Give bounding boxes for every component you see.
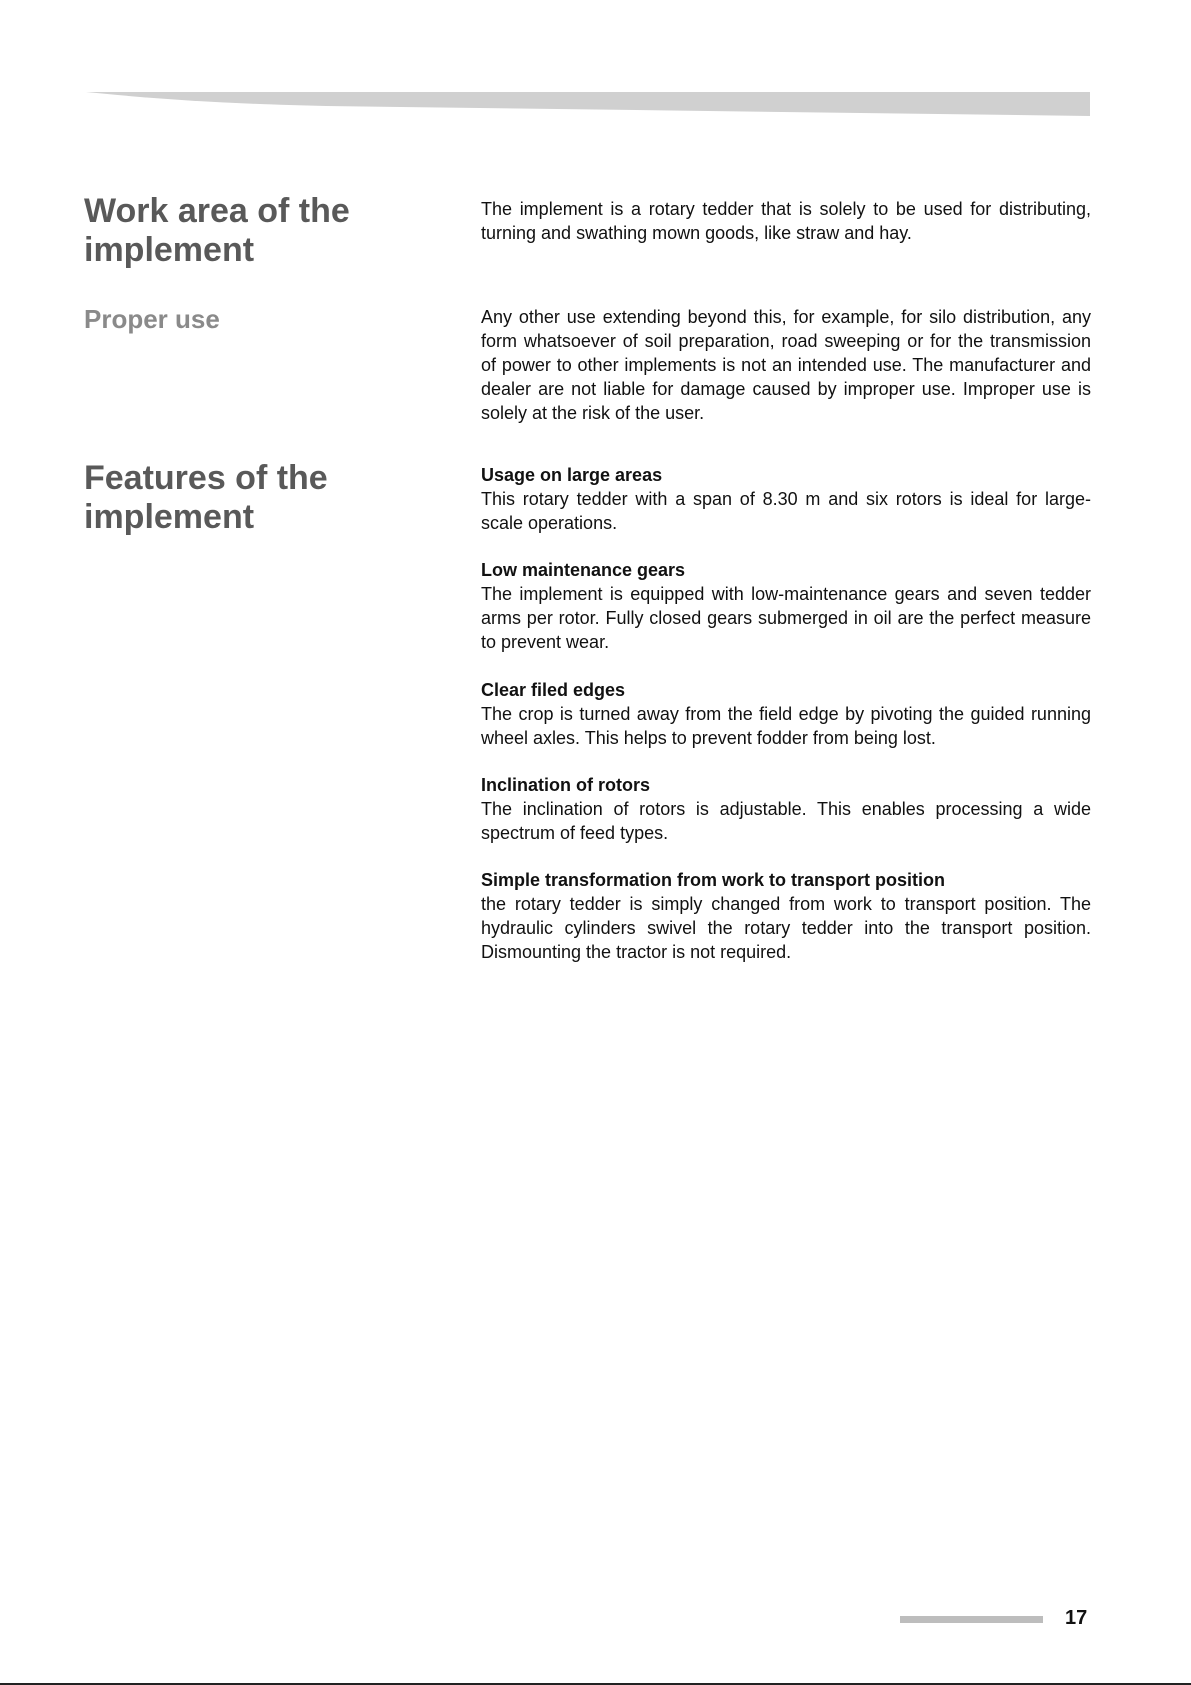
page-number: 17 [1065,1607,1088,1629]
feature-title: Usage on large areas [481,465,663,485]
feature-block [481,558,1091,654]
feature-text: The inclination of rotors is adjustable. This enables processing a wide spectrum of feed types. [481,799,1091,843]
feature-block [481,463,1091,535]
feature-block [481,773,1091,845]
feature-text: The crop is turned away from the field edge by pivoting the guided running wheel axles. This helps to prevent fodder from being lost. [481,704,1091,748]
feature-title: Inclination of rotors [481,775,650,795]
feature-text: The implement is equipped with low-maintenance gears and seven tedder arms per rotor. Fully closed gears submerged in oil are the perfect measure to prevent wear. [481,584,1091,652]
feature-block [481,868,1091,964]
footer-bar [900,1616,1043,1623]
feature-block [481,678,1091,750]
feature-text: the rotary tedder is simply changed from work to transport position. The hydraulic cylinders swivel the rotary tedder into the transport position. Dismounting the tractor is not required. [481,894,1091,962]
feature-title: Clear filed edges [481,680,626,700]
intro-paragraph: The implement is a rotary tedder that is solely to be used for distributing, turning and swathing mown goods, like straw and hay. [481,199,1091,243]
section-heading-proper-use: Proper use [84,304,220,334]
proper-use-paragraph: Any other use extending beyond this, for example, for silo distribution, any form whatsoever of soil preparation, road sweeping or for the transmission of power to other implements is not an intended use. The manufacturer and dealer are not liable for damage caused by improper use. Improper use is solely at the risk of the user. [481,307,1091,423]
section-heading-features: Features of the implement [84,459,328,536]
feature-text: This rotary tedder with a span of 8.30 m and six rotors is ideal for large-scale operations. [481,489,1091,533]
feature-title: Low maintenance gears [481,560,686,580]
feature-title: Simple transformation from work to transport position [481,870,946,890]
header-band [86,90,1090,116]
section-heading-work-area: Work area of the implement [84,192,350,269]
